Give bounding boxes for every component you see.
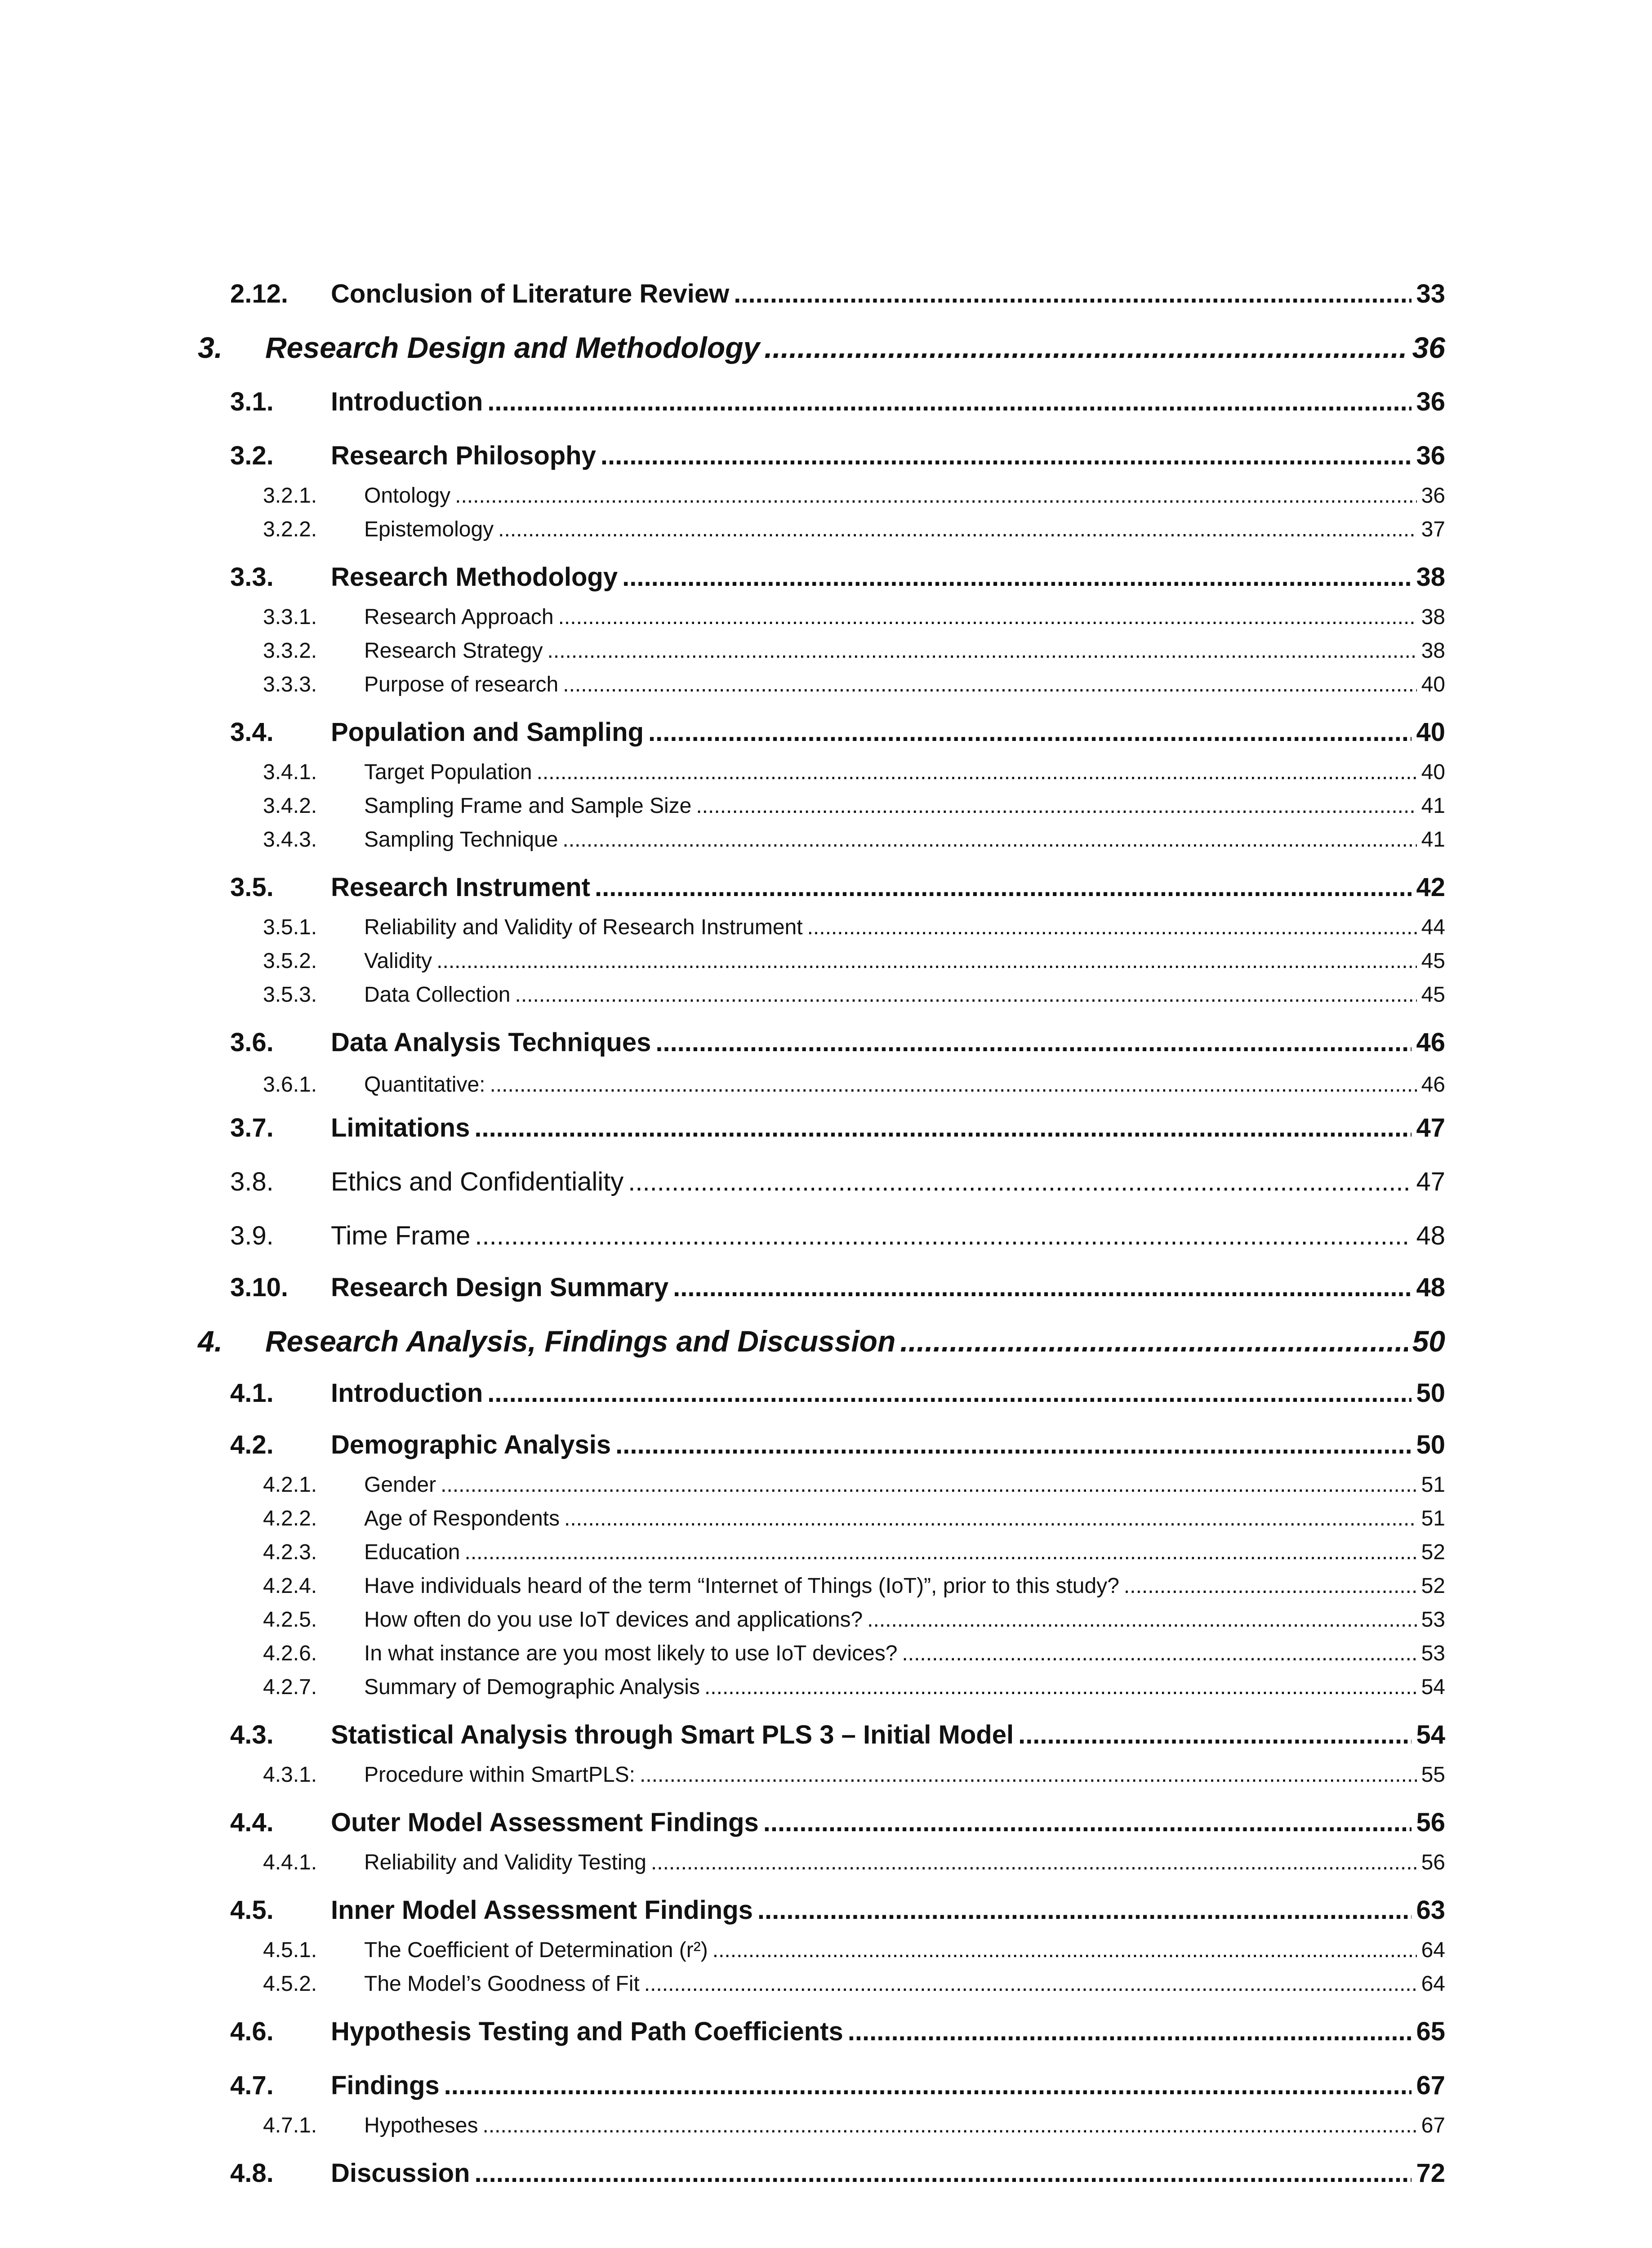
toc-entry-title: Research Design Summary	[331, 1273, 669, 1302]
toc-entry-level-3[interactable]	[263, 949, 1445, 973]
toc-dot-leader	[640, 1762, 1417, 1787]
toc-entry-title: Population and Sampling	[331, 718, 644, 747]
toc-entry-page-number: 72	[1416, 2159, 1445, 2188]
toc-entry-number: 4.5.2.	[263, 1972, 317, 1996]
toc-entry-level-3[interactable]	[263, 760, 1445, 785]
toc-dot-leader	[548, 638, 1417, 663]
toc-dot-leader	[537, 760, 1417, 785]
toc-entry-level-3[interactable]	[263, 1850, 1445, 1875]
toc-entry-title: Reliability and Validity of Research Instrument	[364, 915, 803, 939]
toc-entry-page-number: 56	[1416, 1808, 1445, 1837]
toc-entry-page-number: 41	[1421, 794, 1445, 818]
toc-entry-page-number: 56	[1421, 1851, 1445, 1874]
toc-dot-leader	[622, 562, 1412, 592]
toc-entry-page-number: 36	[1416, 441, 1445, 470]
toc-dot-leader	[696, 794, 1416, 818]
toc-entry-page-number: 50	[1416, 1378, 1445, 1408]
toc-entry-level-2[interactable]	[230, 279, 1445, 309]
toc-entry-page-number: 44	[1421, 915, 1445, 939]
toc-entry-number: 3.	[198, 331, 223, 364]
toc-dot-leader	[601, 441, 1412, 471]
toc-dot-leader	[474, 1113, 1412, 1143]
toc-entry-page-number: 33	[1416, 279, 1445, 308]
toc-entry-title: The Model’s Goodness of Fit	[364, 1972, 640, 1996]
toc-dot-leader	[562, 827, 1416, 852]
toc-entry-number: 4.6.	[230, 2017, 274, 2046]
toc-entry-level-3[interactable]	[263, 517, 1445, 542]
toc-entry-page-number: 67	[1421, 2114, 1445, 2137]
toc-entry-level-3[interactable]	[263, 1574, 1445, 1598]
toc-dot-leader	[764, 330, 1407, 365]
toc-entry-title: Sampling Frame and Sample Size	[364, 794, 692, 818]
toc-entry-number: 4.3.	[230, 1720, 274, 1749]
toc-entry-page-number: 54	[1421, 1675, 1445, 1699]
toc-entry-level-3[interactable]	[263, 2113, 1445, 2138]
toc-entry-page-number: 40	[1421, 673, 1445, 696]
toc-entry-title: Ontology	[364, 484, 451, 508]
toc-entry-level-2[interactable]	[230, 1430, 1445, 1460]
toc-entry-level-2[interactable]	[230, 562, 1445, 592]
toc-entry-title: Purpose of research	[364, 673, 559, 696]
toc-entry-level-3[interactable]	[263, 915, 1445, 940]
toc-entry-number: 3.2.2.	[263, 517, 317, 541]
toc-entry-number: 4.5.	[230, 1896, 274, 1925]
toc-dot-leader	[648, 717, 1412, 747]
toc-entry-level-3[interactable]	[263, 827, 1445, 852]
toc-entry-page-number: 65	[1416, 2017, 1445, 2046]
toc-entry-level-2[interactable]	[230, 1167, 1445, 1197]
toc-entry-number: 3.3.3.	[263, 673, 317, 696]
toc-entry-number: 3.6.	[230, 1028, 274, 1057]
toc-entry-page-number: 36	[1421, 484, 1445, 508]
toc-dot-leader	[515, 982, 1417, 1007]
toc-entry-level-3[interactable]	[263, 1506, 1445, 1531]
toc-entry-title: In what instance are you most likely to use IoT devices?	[364, 1641, 898, 1665]
toc-entry-page-number: 67	[1416, 2071, 1445, 2100]
toc-dot-leader	[628, 1167, 1412, 1197]
toc-entry-number: 4.7.1.	[263, 2114, 317, 2137]
toc-entry-title: Validity	[364, 949, 432, 973]
toc-dot-leader	[867, 1607, 1416, 1632]
toc-entry-title: Age of Respondents	[364, 1507, 560, 1530]
toc-dot-leader	[558, 605, 1417, 629]
toc-entry-level-3[interactable]	[263, 605, 1445, 629]
toc-entry-title: Introduction	[331, 1378, 483, 1408]
toc-entry-page-number: 54	[1416, 1720, 1445, 1749]
toc-entry-title: Demographic Analysis	[331, 1430, 611, 1459]
toc-entry-page-number: 42	[1416, 873, 1445, 902]
toc-entry-level-2[interactable]	[230, 1807, 1445, 1838]
toc-entry-page-number: 63	[1416, 1896, 1445, 1925]
toc-dot-leader	[441, 1472, 1417, 1497]
toc-entry-page-number: 50	[1412, 1325, 1445, 1358]
toc-entry-title: Discussion	[331, 2159, 470, 2188]
toc-entry-title: The Coefficient of Determination (r²)	[364, 1938, 708, 1962]
toc-dot-leader	[651, 1850, 1417, 1875]
toc-entry-level-2[interactable]	[230, 1720, 1445, 1750]
toc-entry-level-2[interactable]	[230, 717, 1445, 747]
toc-entry-number: 4.7.	[230, 2071, 274, 2100]
toc-entry-level-3[interactable]	[263, 1472, 1445, 1497]
toc-dot-leader	[564, 1506, 1417, 1531]
toc-entry-level-2[interactable]	[230, 2016, 1445, 2047]
toc-entry-page-number: 48	[1416, 1273, 1445, 1302]
toc-dot-leader	[444, 2070, 1412, 2101]
toc-entry-number: 4.2.	[230, 1430, 274, 1459]
toc-entry-title: Inner Model Assessment Findings	[331, 1896, 753, 1925]
toc-dot-leader	[712, 1938, 1417, 1963]
toc-entry-number: 4.2.5.	[263, 1608, 317, 1632]
toc-entry-page-number: 37	[1421, 517, 1445, 541]
toc-entry-title: Research Instrument	[331, 873, 590, 902]
toc-entry-title: Target Population	[364, 760, 532, 784]
toc-entry-page-number: 64	[1421, 1938, 1445, 1962]
toc-entry-level-3[interactable]	[263, 672, 1445, 697]
toc-entry-level-2[interactable]	[230, 1221, 1445, 1251]
toc-entry-page-number: 40	[1421, 760, 1445, 784]
toc-entry-number: 4.2.4.	[263, 1574, 317, 1598]
toc-entry-number: 3.5.	[230, 873, 274, 902]
toc-dot-leader	[848, 2016, 1412, 2047]
toc-entry-number: 3.4.	[230, 718, 274, 747]
toc-entry-number: 3.5.2.	[263, 949, 317, 973]
toc-entry-number: 3.4.1.	[263, 760, 317, 784]
toc-entry-level-2[interactable]	[230, 1272, 1445, 1302]
toc-entry-number: 3.4.2.	[263, 794, 317, 818]
toc-entry-page-number: 38	[1421, 639, 1445, 663]
toc-dot-leader	[490, 1072, 1416, 1097]
toc-entry-title: Research Design and Methodology	[265, 331, 760, 364]
toc-entry-title: Have individuals heard of the term “Internet of Things (IoT)”, prior to this study?	[364, 1574, 1119, 1598]
toc-dot-leader	[1018, 1720, 1412, 1750]
toc-entry-level-3[interactable]	[263, 982, 1445, 1007]
toc-entry-number: 3.7.	[230, 1113, 274, 1142]
toc-entry-number: 3.3.	[230, 562, 274, 592]
toc-entry-level-1[interactable]	[198, 330, 1445, 365]
toc-entry-level-3[interactable]	[263, 1971, 1445, 1996]
toc-entry-level-2[interactable]	[230, 1378, 1445, 1408]
toc-entry-number: 3.2.	[230, 441, 274, 470]
toc-dot-leader	[655, 1027, 1412, 1057]
toc-dot-leader	[455, 483, 1416, 508]
toc-entry-page-number: 38	[1416, 562, 1445, 592]
toc-dot-leader	[595, 872, 1412, 902]
toc-entry-title: Reliability and Validity Testing	[364, 1851, 646, 1874]
toc-entry-level-2[interactable]	[230, 1113, 1445, 1143]
toc-dot-leader	[763, 1807, 1412, 1838]
toc-entry-number: 4.5.1.	[263, 1938, 317, 1962]
toc-dot-leader	[482, 2113, 1416, 2138]
toc-entry-title: Gender	[364, 1473, 436, 1497]
toc-entry-page-number: 40	[1416, 718, 1445, 747]
toc-entry-title: Conclusion of Literature Review	[331, 279, 730, 308]
toc-entry-page-number: 53	[1421, 1641, 1445, 1665]
toc-entry-number: 3.3.1.	[263, 605, 317, 629]
toc-entry-number: 4.2.7.	[263, 1675, 317, 1699]
toc-entry-level-2[interactable]	[230, 1895, 1445, 1925]
toc-entry-number: 3.10.	[230, 1273, 288, 1302]
toc-entry-page-number: 53	[1421, 1608, 1445, 1632]
toc-entry-number: 3.6.1.	[263, 1073, 317, 1097]
toc-entry-number: 2.12.	[230, 279, 288, 308]
toc-entry-number: 4.8.	[230, 2159, 274, 2188]
toc-dot-leader	[465, 1540, 1417, 1565]
toc-entry-level-2[interactable]	[230, 2070, 1445, 2101]
toc-entry-page-number: 38	[1421, 605, 1445, 629]
toc-entry-number: 4.	[198, 1325, 223, 1358]
toc-entry-page-number: 48	[1416, 1221, 1445, 1250]
toc-entry-number: 4.2.1.	[263, 1473, 317, 1497]
toc-entry-page-number: 36	[1412, 331, 1445, 364]
toc-entry-level-3[interactable]	[263, 1675, 1445, 1699]
toc-entry-level-1[interactable]	[198, 1324, 1445, 1358]
toc-entry-page-number: 46	[1416, 1028, 1445, 1057]
toc-entry-page-number: 64	[1421, 1972, 1445, 1996]
toc-entry-title: Introduction	[331, 387, 483, 416]
toc-entry-level-3[interactable]	[263, 1072, 1445, 1097]
toc-dot-leader	[474, 2158, 1412, 2188]
toc-dot-leader	[487, 1378, 1412, 1408]
toc-entry-title: Research Analysis, Findings and Discussion	[265, 1325, 896, 1358]
toc-entry-number: 3.4.3.	[263, 828, 317, 852]
toc-entry-number: 4.2.6.	[263, 1641, 317, 1665]
toc-entry-number: 3.3.2.	[263, 639, 317, 663]
toc-entry-title: Ethics and Confidentiality	[331, 1167, 624, 1196]
toc-entry-title: Hypothesis Testing and Path Coefficients	[331, 2017, 843, 2046]
toc-dot-leader	[644, 1971, 1417, 1996]
toc-entry-number: 4.2.3.	[263, 1540, 317, 1564]
toc-entry-level-3[interactable]	[263, 1540, 1445, 1565]
toc-dot-leader	[487, 387, 1412, 417]
toc-entry-page-number: 36	[1416, 387, 1445, 416]
toc-dot-leader	[900, 1324, 1407, 1358]
toc-entry-title: Research Methodology	[331, 562, 618, 592]
toc-entry-level-3[interactable]	[263, 794, 1445, 818]
toc-entry-title: Research Approach	[364, 605, 554, 629]
toc-entry-number: 4.1.	[230, 1378, 274, 1408]
toc-entry-title: Epistemology	[364, 517, 494, 541]
toc-dot-leader	[1124, 1574, 1417, 1598]
toc-entry-title: Education	[364, 1540, 460, 1564]
toc-entry-page-number: 47	[1416, 1167, 1445, 1196]
toc-entry-level-3[interactable]	[263, 638, 1445, 663]
toc-entry-level-3[interactable]	[263, 1762, 1445, 1787]
toc-entry-level-2[interactable]	[230, 441, 1445, 471]
toc-dot-leader	[615, 1430, 1412, 1460]
toc-entry-number: 3.1.	[230, 387, 274, 416]
toc-entry-page-number: 52	[1421, 1574, 1445, 1598]
toc-entry-title: Procedure within SmartPLS:	[364, 1763, 635, 1787]
toc-dot-leader	[475, 1221, 1412, 1251]
toc-entry-level-3[interactable]	[263, 1641, 1445, 1666]
toc-dot-leader	[734, 279, 1412, 309]
toc-entry-title: Data Analysis Techniques	[331, 1028, 651, 1057]
toc-dot-leader	[673, 1272, 1412, 1302]
toc-entry-level-2[interactable]	[230, 2158, 1445, 2188]
toc-dot-leader	[436, 949, 1416, 973]
toc-entry-level-2[interactable]	[230, 387, 1445, 417]
toc-entry-number: 3.5.1.	[263, 915, 317, 939]
toc-entry-title: Statistical Analysis through Smart PLS 3 – Initial Model	[331, 1720, 1014, 1749]
toc-entry-number: 4.2.2.	[263, 1507, 317, 1530]
toc-entry-number: 4.3.1.	[263, 1763, 317, 1787]
toc-entry-page-number: 45	[1421, 949, 1445, 973]
toc-dot-leader	[902, 1641, 1416, 1666]
toc-entry-level-3[interactable]	[263, 1938, 1445, 1963]
toc-dot-leader	[757, 1895, 1412, 1925]
toc-entry-title: Quantitative:	[364, 1073, 485, 1097]
toc-entry-title: Summary of Demographic Analysis	[364, 1675, 700, 1699]
toc-entry-page-number: 46	[1421, 1073, 1445, 1097]
toc-entry-title: Data Collection	[364, 983, 511, 1007]
toc-entry-page-number: 51	[1421, 1507, 1445, 1530]
toc-entry-number: 3.9.	[230, 1221, 274, 1250]
toc-entry-title: Findings	[331, 2071, 440, 2100]
toc-entry-number: 3.5.3.	[263, 983, 317, 1007]
toc-entry-level-3[interactable]	[263, 483, 1445, 508]
toc-dot-leader	[704, 1675, 1417, 1699]
toc-entry-title: Research Philosophy	[331, 441, 596, 470]
toc-entry-page-number: 41	[1421, 828, 1445, 852]
toc-dot-leader	[563, 672, 1416, 697]
toc-entry-title: Time Frame	[331, 1221, 471, 1250]
toc-entry-page-number: 50	[1416, 1430, 1445, 1459]
toc-entry-number: 3.8.	[230, 1167, 274, 1196]
toc-entry-number: 3.2.1.	[263, 484, 317, 508]
toc-dot-leader	[807, 915, 1417, 940]
toc-entry-title: Limitations	[331, 1113, 470, 1142]
toc-entry-page-number: 47	[1416, 1113, 1445, 1142]
toc-entry-page-number: 52	[1421, 1540, 1445, 1564]
toc-entry-title: Hypotheses	[364, 2114, 478, 2137]
toc-entry-number: 4.4.	[230, 1808, 274, 1837]
toc-entry-title: How often do you use IoT devices and applications?	[364, 1608, 863, 1632]
toc-entry-page-number: 55	[1421, 1763, 1445, 1787]
toc-entry-level-2[interactable]	[230, 872, 1445, 902]
toc-entry-page-number: 51	[1421, 1473, 1445, 1497]
toc-entry-title: Research Strategy	[364, 639, 543, 663]
toc-entry-title: Sampling Technique	[364, 828, 558, 852]
toc-entry-page-number: 45	[1421, 983, 1445, 1007]
toc-dot-leader	[498, 517, 1416, 542]
toc-entry-number: 4.4.1.	[263, 1851, 317, 1874]
toc-entry-title: Outer Model Assessment Findings	[331, 1808, 759, 1837]
toc-entry-level-2[interactable]	[230, 1027, 1445, 1057]
toc-entry-level-3[interactable]	[263, 1607, 1445, 1632]
